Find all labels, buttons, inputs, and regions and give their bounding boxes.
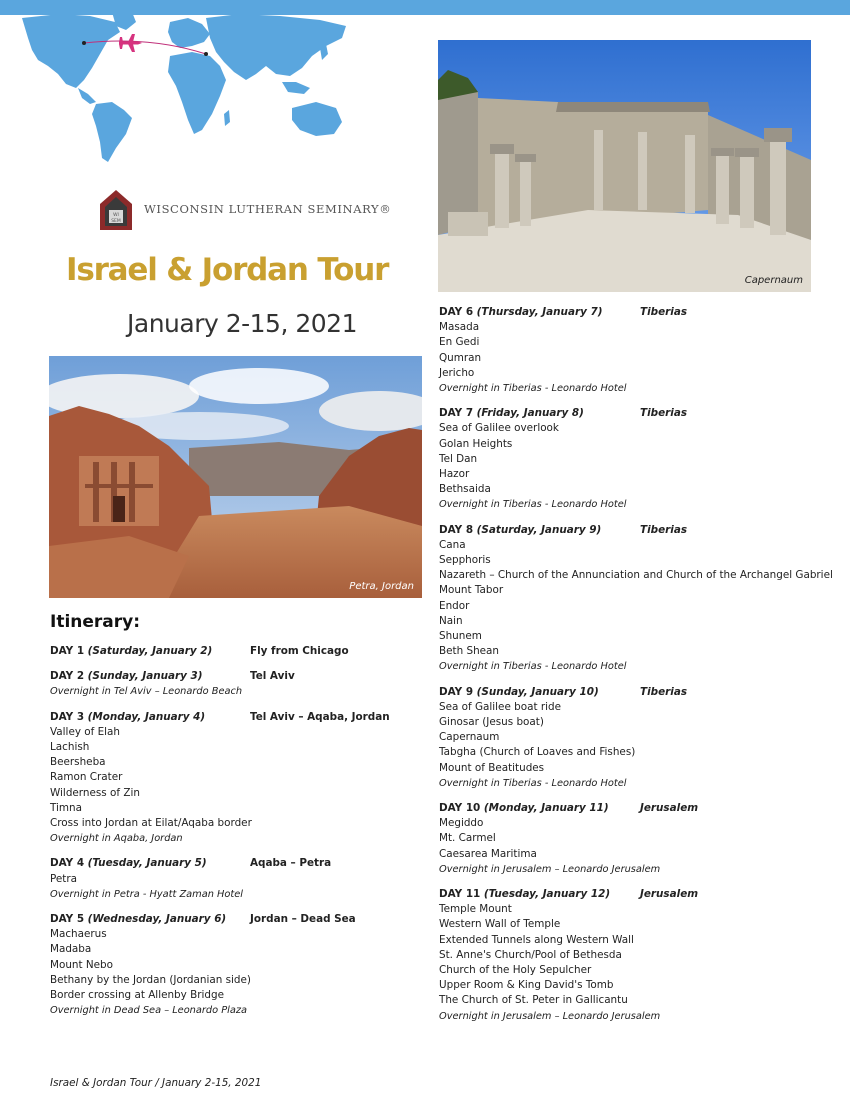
day-date: (Monday, January 11) bbox=[483, 802, 609, 815]
page-title: Israel & Jordan Tour bbox=[66, 252, 389, 288]
itinerary-stop: Petra bbox=[50, 872, 78, 885]
petra-caption: Petra, Jordan bbox=[349, 581, 414, 592]
day-heading bbox=[439, 801, 839, 816]
itinerary-day bbox=[439, 685, 839, 791]
overnight-info: Overnight in Jerusalem – Leonardo Jerusalem bbox=[439, 1010, 661, 1022]
day-label: DAY 5 bbox=[50, 912, 85, 925]
itinerary-day bbox=[50, 669, 430, 699]
page-footer: Israel & Jordan Tour / January 2-15, 2021 bbox=[50, 1077, 262, 1089]
itinerary-stop: Tabgha (Church of Loaves and Fishes) bbox=[439, 746, 636, 759]
overnight-info: Overnight in Tiberias - Leonardo Hotel bbox=[439, 383, 627, 394]
day-heading bbox=[50, 644, 430, 659]
itinerary-stop: Qumran bbox=[439, 351, 482, 364]
day-date: (Wednesday, January 6) bbox=[87, 912, 227, 925]
itinerary-day bbox=[50, 644, 430, 659]
itinerary-stop: Beersheba bbox=[50, 756, 106, 769]
itinerary-stop: Mount Tabor bbox=[439, 584, 504, 597]
itinerary-stop: Timna bbox=[50, 801, 82, 814]
itinerary-stop: Tel Dan bbox=[439, 452, 478, 465]
day-label: DAY 9 bbox=[439, 685, 474, 698]
day-heading bbox=[439, 523, 839, 538]
itinerary-stop: Jericho bbox=[439, 366, 475, 379]
itinerary-stop: Endor bbox=[439, 599, 470, 612]
day-location: Tel Aviv bbox=[250, 670, 295, 683]
itinerary-stop: Machaerus bbox=[50, 928, 107, 941]
day-date: (Friday, January 8) bbox=[476, 407, 584, 420]
day-label: DAY 2 bbox=[50, 670, 85, 683]
itinerary-day bbox=[50, 710, 430, 847]
itinerary-stop: Mount of Beatitudes bbox=[439, 761, 545, 774]
day-location: Aqaba – Petra bbox=[250, 857, 332, 870]
itinerary-stop: Beth Shean bbox=[439, 645, 500, 658]
itinerary-stop: Cana bbox=[439, 538, 466, 551]
itinerary-stop: Masada bbox=[439, 321, 480, 334]
seminary-logo bbox=[98, 188, 398, 232]
day-heading bbox=[50, 856, 430, 871]
overnight-info: Overnight in Tiberias - Leonardo Hotel bbox=[439, 499, 627, 511]
itinerary-column-right bbox=[439, 305, 839, 1034]
itinerary-stop: Sea of Galilee boat ride bbox=[439, 700, 561, 713]
overnight-info: Overnight in Tiberias - Leonardo Hotel bbox=[439, 777, 627, 789]
itinerary-day bbox=[50, 912, 430, 1018]
day-location: Jerusalem bbox=[640, 802, 699, 815]
itinerary-stop: Madaba bbox=[50, 943, 92, 956]
day-heading bbox=[439, 305, 839, 320]
itinerary-stop: Hazor bbox=[439, 468, 470, 480]
overnight-info: Overnight in Dead Sea – Leonardo Plaza bbox=[50, 1005, 248, 1017]
itinerary-stop: St. Anne's Church/Pool of Bethesda bbox=[439, 948, 622, 961]
itinerary-stop: Lachish bbox=[50, 740, 90, 753]
petra-photo bbox=[49, 356, 422, 598]
day-label: DAY 6 bbox=[439, 306, 474, 318]
itinerary-stop: Sea of Galilee overlook bbox=[439, 422, 559, 435]
itinerary-stop: Caesarea Maritima bbox=[439, 847, 537, 860]
day-label: DAY 4 bbox=[50, 857, 85, 870]
day-location: Jerusalem bbox=[640, 888, 699, 901]
itinerary-stop: Shunem bbox=[439, 630, 482, 643]
capernaum-photo bbox=[438, 40, 811, 292]
itinerary-day bbox=[439, 406, 839, 512]
day-label: DAY 3 bbox=[50, 710, 85, 723]
seminary-name: WISCONSIN LUTHERAN SEMINARY® bbox=[144, 202, 392, 216]
day-date: (Tuesday, January 5) bbox=[87, 857, 207, 870]
itinerary-stop: Nain bbox=[439, 614, 463, 627]
day-date: (Sunday, January 3) bbox=[87, 670, 203, 683]
itinerary-stop: Bethany by the Jordan (Jordanian side) bbox=[50, 973, 251, 986]
day-heading bbox=[439, 685, 839, 700]
day-date: (Tuesday, January 12) bbox=[483, 888, 611, 901]
itinerary-day bbox=[50, 856, 430, 902]
itinerary-stop: Valley of Elah bbox=[50, 725, 121, 738]
day-label: DAY 10 bbox=[439, 802, 481, 815]
overnight-info: Overnight in Aqaba, Jordan bbox=[50, 833, 183, 845]
itinerary-stop: Bethsaida bbox=[439, 483, 491, 496]
day-date: (Saturday, January 2) bbox=[87, 645, 213, 657]
day-location: Tiberias bbox=[640, 306, 688, 318]
day-location: Tiberias bbox=[640, 407, 688, 420]
day-heading bbox=[439, 887, 839, 902]
itinerary-stop: Cross into Jordan at Eilat/Aqaba border bbox=[50, 816, 252, 829]
overnight-info: Overnight in Jerusalem – Leonardo Jerusalem bbox=[439, 863, 661, 875]
world-map-icon bbox=[20, 10, 350, 165]
day-date: (Monday, January 4) bbox=[87, 710, 206, 723]
day-heading bbox=[50, 710, 430, 725]
day-date: (Saturday, January 9) bbox=[476, 523, 602, 536]
itinerary-stop: Ginosar (Jesus boat) bbox=[439, 716, 544, 729]
itinerary-stop: Golan Heights bbox=[439, 437, 513, 450]
itinerary-stop: Megiddo bbox=[439, 817, 484, 830]
itinerary-stop: The Church of St. Peter in Gallicantu bbox=[439, 994, 628, 1007]
seminary-chapel-icon bbox=[98, 188, 134, 230]
day-heading bbox=[439, 406, 839, 421]
capernaum-caption: Capernaum bbox=[744, 275, 803, 286]
day-label: DAY 8 bbox=[439, 523, 474, 536]
tour-dates: January 2-15, 2021 bbox=[127, 309, 357, 338]
itinerary-stop: Sepphoris bbox=[439, 554, 491, 566]
itinerary-stop: Mount Nebo bbox=[50, 958, 113, 971]
itinerary-heading: Itinerary: bbox=[50, 612, 141, 632]
overnight-info: Overnight in Tiberias - Leonardo Hotel bbox=[439, 661, 627, 673]
itinerary-stop: Nazareth – Church of the Annunciation and Church of the Archangel Gabriel bbox=[439, 569, 833, 582]
itinerary-stop: Capernaum bbox=[439, 731, 500, 744]
day-heading bbox=[50, 912, 430, 927]
itinerary-day bbox=[439, 801, 839, 877]
day-label: DAY 1 bbox=[50, 645, 85, 657]
overnight-info: Overnight in Petra - Hyatt Zaman Hotel bbox=[50, 888, 243, 900]
itinerary-stop: Western Wall of Temple bbox=[439, 918, 561, 931]
day-location: Jordan – Dead Sea bbox=[250, 912, 356, 925]
itinerary-stop: Temple Mount bbox=[439, 903, 512, 916]
day-location: Fly from Chicago bbox=[250, 645, 349, 657]
itinerary-stop: Mt. Carmel bbox=[439, 832, 496, 845]
itinerary-stop: En Gedi bbox=[439, 336, 480, 349]
itinerary-stop: Border crossing at Allenby Bridge bbox=[50, 988, 224, 1001]
day-date: (Sunday, January 10) bbox=[476, 685, 599, 698]
itinerary-stop: Church of the Holy Sepulcher bbox=[439, 964, 592, 977]
itinerary-stop: Extended Tunnels along Western Wall bbox=[439, 933, 634, 946]
itinerary-day bbox=[439, 887, 839, 1024]
day-date: (Thursday, January 7) bbox=[476, 306, 603, 318]
airplane-icon bbox=[119, 34, 142, 52]
day-heading bbox=[50, 669, 430, 684]
itinerary-day bbox=[439, 305, 839, 396]
svg-text:WI: WI bbox=[113, 213, 119, 218]
itinerary-stop: Ramon Crater bbox=[50, 771, 123, 784]
day-location: Tiberias bbox=[640, 685, 688, 698]
day-location: Tiberias bbox=[640, 523, 688, 536]
svg-text:SEM: SEM bbox=[111, 219, 121, 224]
itinerary-stop: Wilderness of Zin bbox=[50, 786, 140, 799]
itinerary-day bbox=[439, 523, 839, 675]
day-location: Tel Aviv – Aqaba, Jordan bbox=[250, 710, 390, 723]
overnight-info: Overnight in Tel Aviv – Leonardo Beach bbox=[50, 686, 243, 698]
itinerary-column-left bbox=[50, 644, 430, 1028]
itinerary-stop: Upper Room & King David's Tomb bbox=[439, 979, 614, 992]
day-label: DAY 11 bbox=[439, 888, 481, 901]
day-label: DAY 7 bbox=[439, 407, 474, 420]
